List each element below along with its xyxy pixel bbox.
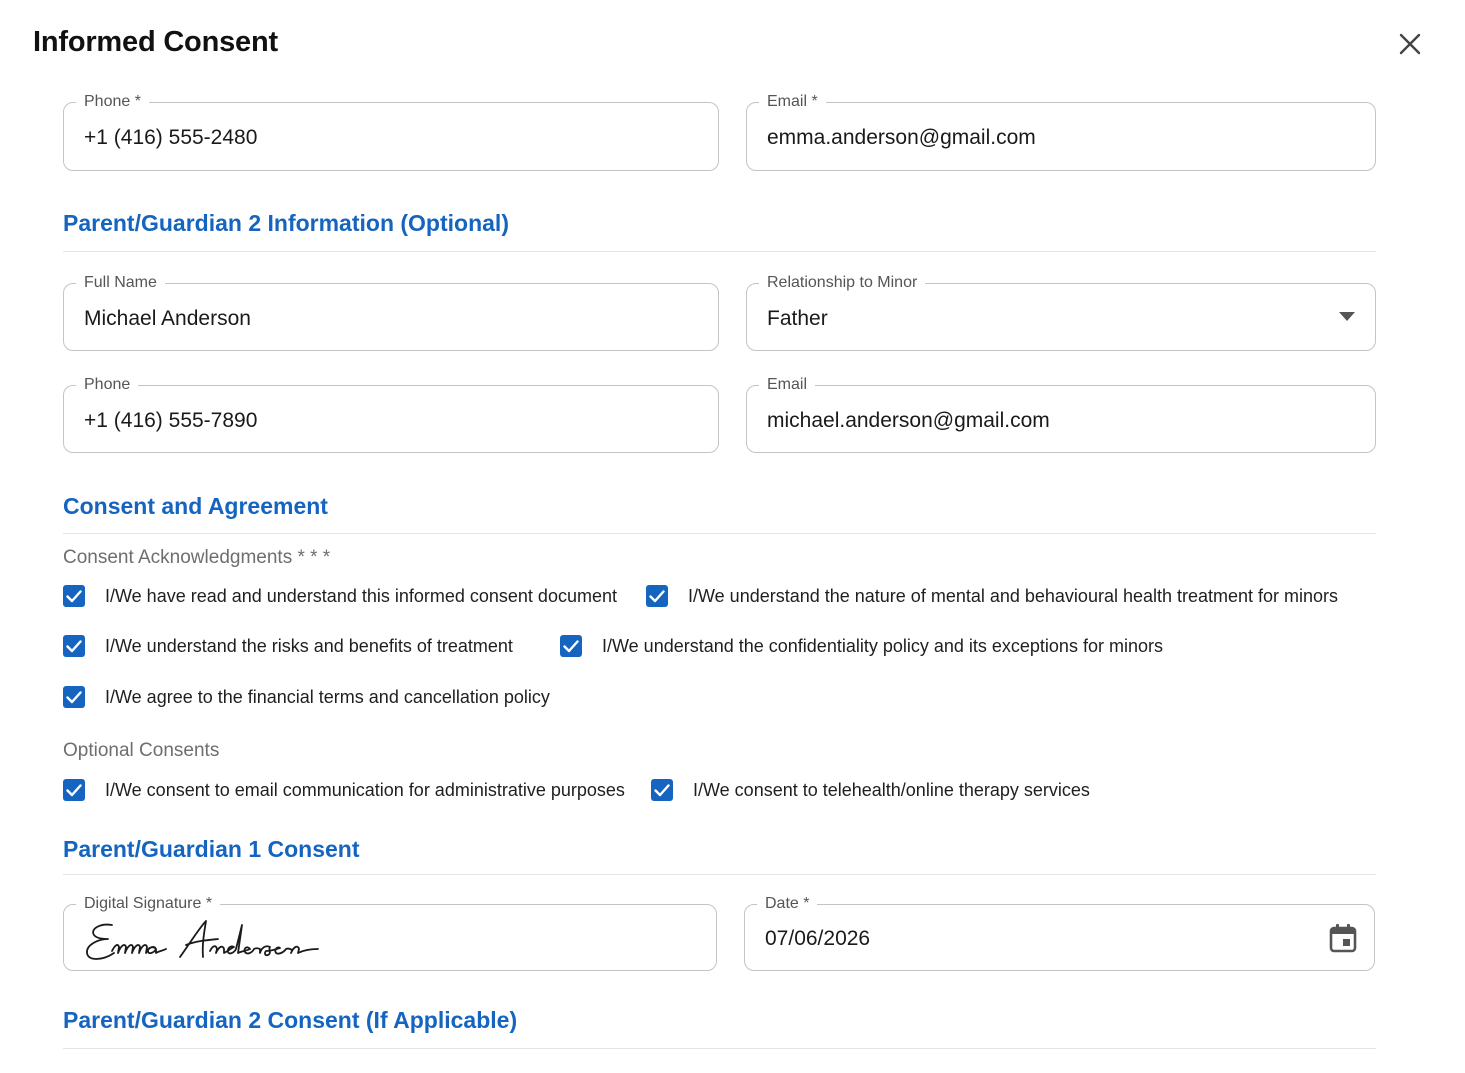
checkbox-label: I/We understand the nature of mental and behavioural health treatment for minors: [688, 585, 1339, 606]
guardian2-phone-field[interactable]: [63, 376, 719, 453]
checkbox-checked[interactable]: [63, 686, 85, 708]
guardian2-email-label: Email: [759, 374, 815, 396]
consent-date-label: Date *: [757, 893, 817, 915]
checkbox-label: I/We understand the confidentiality policy and its exceptions for minors: [602, 635, 1163, 656]
guardian1-phone-field[interactable]: [63, 93, 719, 171]
checkbox-checked[interactable]: [646, 585, 668, 607]
dialog-title: Informed Consent: [33, 26, 278, 58]
guardian1-email-input[interactable]: emma.anderson@gmail.com: [767, 126, 1036, 149]
consent-date-input[interactable]: 07/06/2026: [765, 927, 871, 950]
guardian2-email-input[interactable]: michael.anderson@gmail.com: [767, 409, 1050, 432]
guardian2-email-field[interactable]: [746, 376, 1376, 453]
guardian2-phone-input[interactable]: +1 (416) 555-7890: [84, 409, 258, 432]
guardian2-consent-section-title: Parent/Guardian 2 Consent (If Applicable): [63, 1007, 518, 1033]
guardian2-name-label: Full Name: [76, 272, 165, 294]
guardian2-relationship-select[interactable]: [746, 274, 1376, 351]
section-divider: [63, 1048, 1376, 1049]
checkmark-icon: [66, 691, 82, 704]
guardian2-name-field[interactable]: [63, 274, 719, 351]
guardian1-email-label: Email *: [759, 91, 826, 113]
section-divider: [63, 874, 1376, 875]
checkbox-checked[interactable]: [63, 635, 85, 657]
checkmark-icon: [563, 640, 579, 653]
checkmark-icon: [649, 590, 665, 603]
ack-checkbox-confidentiality[interactable]: [560, 633, 1163, 659]
signature-image: [82, 915, 342, 967]
checkbox-label: I/We have read and understand this informed consent document: [105, 585, 617, 606]
guardian2-relationship-label: Relationship to Minor: [759, 272, 925, 294]
ack-checkbox-financial-terms[interactable]: [63, 684, 550, 710]
caret-down-icon: [1339, 312, 1355, 322]
ack-checkbox-risks-benefits[interactable]: [63, 633, 513, 659]
checkbox-checked[interactable]: [560, 635, 582, 657]
close-button[interactable]: [1392, 26, 1428, 62]
digital-signature-field[interactable]: [63, 895, 717, 971]
calendar-button[interactable]: [1329, 905, 1357, 970]
optional-checkbox-email[interactable]: [63, 777, 625, 803]
checkbox-label: I/We consent to email communication for administrative purposes: [105, 779, 625, 800]
guardian2-relationship-value: Father: [767, 307, 828, 330]
consent-date-field[interactable]: [744, 895, 1375, 971]
optional-consents-label: Optional Consents: [63, 740, 220, 761]
guardian2-phone-label: Phone: [76, 374, 138, 396]
ack-checkbox-read-document[interactable]: [63, 583, 617, 609]
guardian1-phone-label: Phone *: [76, 91, 149, 113]
checkbox-label: I/We agree to the financial terms and cancellation policy: [105, 686, 550, 707]
checkbox-label: I/We consent to telehealth/online therapy services: [693, 779, 1090, 800]
guardian2-name-input[interactable]: Michael Anderson: [84, 307, 251, 330]
ack-checkbox-treatment-nature[interactable]: [646, 583, 1338, 609]
checkmark-icon: [66, 590, 82, 603]
guardian2-section-title: Parent/Guardian 2 Information (Optional): [63, 210, 509, 236]
checkbox-checked[interactable]: [63, 779, 85, 801]
checkbox-checked[interactable]: [63, 585, 85, 607]
calendar-icon: [1329, 923, 1357, 953]
digital-signature-label: Digital Signature *: [76, 893, 220, 915]
guardian1-phone-input[interactable]: +1 (416) 555-2480: [84, 126, 258, 149]
checkbox-checked[interactable]: [651, 779, 673, 801]
checkmark-icon: [654, 784, 670, 797]
section-divider: [63, 533, 1376, 534]
checkmark-icon: [66, 640, 82, 653]
consent-section-title: Consent and Agreement: [63, 493, 328, 519]
checkbox-label: I/We understand the risks and benefits of treatment: [105, 635, 513, 656]
acknowledgments-label: Consent Acknowledgments * * *: [63, 547, 331, 568]
close-icon: [1399, 33, 1421, 55]
section-divider: [63, 251, 1376, 252]
guardian1-consent-section-title: Parent/Guardian 1 Consent: [63, 836, 360, 862]
checkmark-icon: [66, 784, 82, 797]
optional-checkbox-telehealth[interactable]: [651, 777, 1090, 803]
relationship-dropdown-toggle[interactable]: [1339, 284, 1355, 350]
guardian1-email-field[interactable]: [746, 93, 1376, 171]
